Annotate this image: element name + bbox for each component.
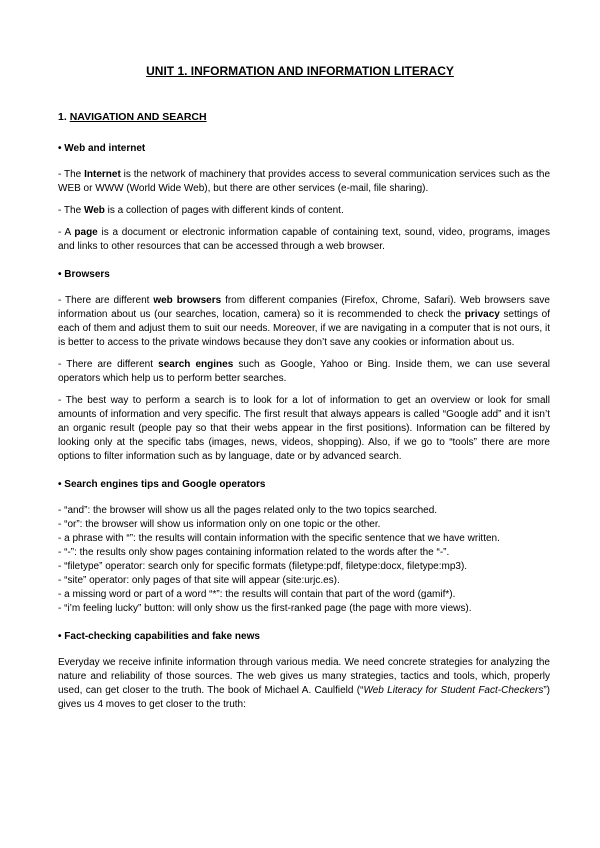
paragraph-search-strategy: - The best way to perform a search is to look for a lot of information to get an overview or look for small amounts of information and very specific. The first result that always appears is called “Google add” and it isn’t an organic result (people pay so that their webs appear in the first positions). Information can be filtered by looking only at the specific tabs (images, news, videos, shopping). Also, if we go to “tools” there are more options to filter information such as by language, date or by advanced search. [58, 395, 550, 462]
list-item: - “site” operator: only pages of that site will appear (site:urjc.es). [58, 575, 340, 586]
list-item: - “filetype” operator: search only for specific formats (filetype:pdf, filetype:docx, filetype:mp3). [58, 561, 468, 572]
paragraph-fact-checking: Everyday we receive infinite information through various media. We need concrete strategies for analyzing the nature and reliability of those sources. The web gives us many strategies, tactics and tools, which, properly used, can get closer to the truth. The book of Michael A. Caulfield (“Web Literacy for Student Fact-Checkers”) gives us 4 moves to get closer to the truth: [58, 657, 551, 710]
subheading-search-tips: • Search engines tips and Google operators [58, 479, 266, 490]
subheading-web-internet: • Web and internet [58, 143, 146, 154]
list-item: - “i’m feeling lucky” button: will only show us the first-ranked page (the page with more views). [58, 603, 472, 614]
subheading-browsers: • Browsers [58, 269, 110, 280]
section-title: NAVIGATION AND SEARCH [69, 111, 207, 123]
subheading-fact-checking: • Fact-checking capabilities and fake news [58, 631, 260, 642]
list-item: - “or”: the browser will show us information only on one topic or the other. [58, 519, 381, 530]
paragraph-web: - The Web is a collection of pages with different kinds of content. [58, 205, 344, 216]
list-item: - a missing word or part of a word “*”: the results will contain that part of the word (gamif*). [58, 589, 456, 600]
list-item: - “and”: the browser will show us all the pages related only to the two topics searched. [58, 505, 438, 516]
list-item: - “-”: the results only show pages containing information related to the words after the “-”. [58, 547, 450, 558]
list-item: - a phrase with “”: the results will contain information with the specific sentence that we have written. [58, 533, 500, 544]
document-body [58, 110, 550, 720]
paragraph-search-engines: - There are different search engines such as Google, Yahoo or Bing. Inside them, we can use several operators which help us to perform better searches. [58, 359, 551, 384]
paragraph-internet: - The Internet is the network of machinery that provides access to several communication services such as the WEB or WWW (World Wide Web), but there are other services (e-mail, file sharing). [58, 169, 551, 194]
paragraph-web-browsers: - There are different web browsers from different companies (Firefox, Chrome, Safari). Web browsers save information about us (our searches, location, camera) so it is recommended to check the privacy settings of each of them and adjust them to suit our needs. Moreover, if we are navigating in a computer that is not ours, it is better to access to the private windows because they don’t save any cookies or information about us. [58, 295, 551, 348]
paragraph-page: - A page is a document or electronic information capable of containing text, sound, video, programs, images and links to other resources that can be accessed through a web browser. [58, 227, 550, 252]
section-heading [58, 110, 550, 124]
operators-list [58, 504, 550, 616]
section-number: 1. [58, 111, 67, 123]
document-title: UNIT 1. INFORMATION AND INFORMATION LITERACY [146, 64, 454, 78]
